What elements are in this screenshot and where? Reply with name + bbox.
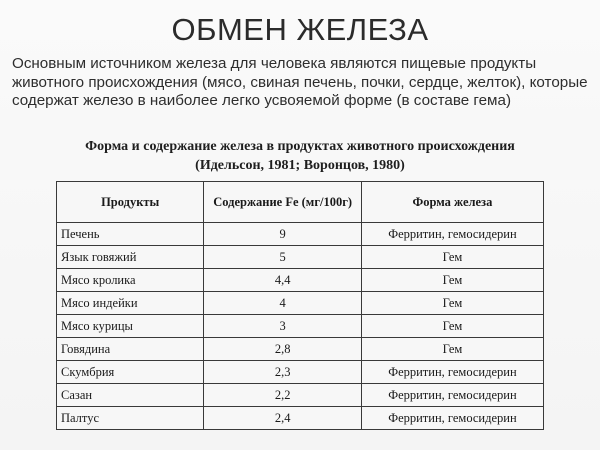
table-caption	[20, 137, 580, 175]
cell-fe: 3	[204, 315, 361, 338]
cell-form: Гем	[361, 246, 543, 269]
cell-product: Палтус	[57, 407, 204, 430]
cell-product: Говядина	[57, 338, 204, 361]
iron-content-table	[56, 181, 544, 430]
cell-fe: 9	[204, 223, 361, 246]
header-form: Форма железа	[361, 182, 543, 223]
cell-form: Ферритин, гемосидерин	[361, 407, 543, 430]
cell-product: Мясо индейки	[57, 292, 204, 315]
cell-fe: 4,4	[204, 269, 361, 292]
cell-form: Гем	[361, 269, 543, 292]
cell-form: Ферритин, гемосидерин	[361, 223, 543, 246]
cell-fe: 2,3	[204, 361, 361, 384]
table-caption-line-1: Форма и содержание железа в продуктах животного происхождения	[85, 139, 515, 154]
table-row	[57, 384, 544, 407]
cell-product: Печень	[57, 223, 204, 246]
cell-product: Скумбрия	[57, 361, 204, 384]
cell-product: Мясо курицы	[57, 315, 204, 338]
table-row	[57, 407, 544, 430]
cell-form: Гем	[361, 292, 543, 315]
intro-paragraph: Основным источником железа для человека являются пищевые продукты животного происхождения (мясо, свиная печень, почки, сердце, желток), которые содержат железо в наиболее легко усвояемой форме (в составе гема)	[12, 55, 588, 109]
table-caption-line-2: (Идельсон, 1981; Воронцов, 1980)	[195, 158, 405, 173]
table-row	[57, 315, 544, 338]
cell-form: Гем	[361, 315, 543, 338]
cell-fe: 4	[204, 292, 361, 315]
header-fe-content: Содержание Fe (мг/100г)	[204, 182, 361, 223]
table-row	[57, 223, 544, 246]
page-title: ОБМЕН ЖЕЛЕЗА	[171, 12, 429, 47]
table-row	[57, 361, 544, 384]
cell-form: Ферритин, гемосидерин	[361, 384, 543, 407]
cell-form: Гем	[361, 338, 543, 361]
table-row	[57, 338, 544, 361]
table-header-row	[57, 182, 544, 223]
cell-fe: 5	[204, 246, 361, 269]
table-row	[57, 292, 544, 315]
header-product: Продукты	[57, 182, 204, 223]
cell-fe: 2,8	[204, 338, 361, 361]
table-row	[57, 246, 544, 269]
cell-form: Ферритин, гемосидерин	[361, 361, 543, 384]
cell-fe: 2,2	[204, 384, 361, 407]
cell-product: Сазан	[57, 384, 204, 407]
cell-product: Мясо кролика	[57, 269, 204, 292]
table-row	[57, 269, 544, 292]
cell-fe: 2,4	[204, 407, 361, 430]
cell-product: Язык говяжий	[57, 246, 204, 269]
